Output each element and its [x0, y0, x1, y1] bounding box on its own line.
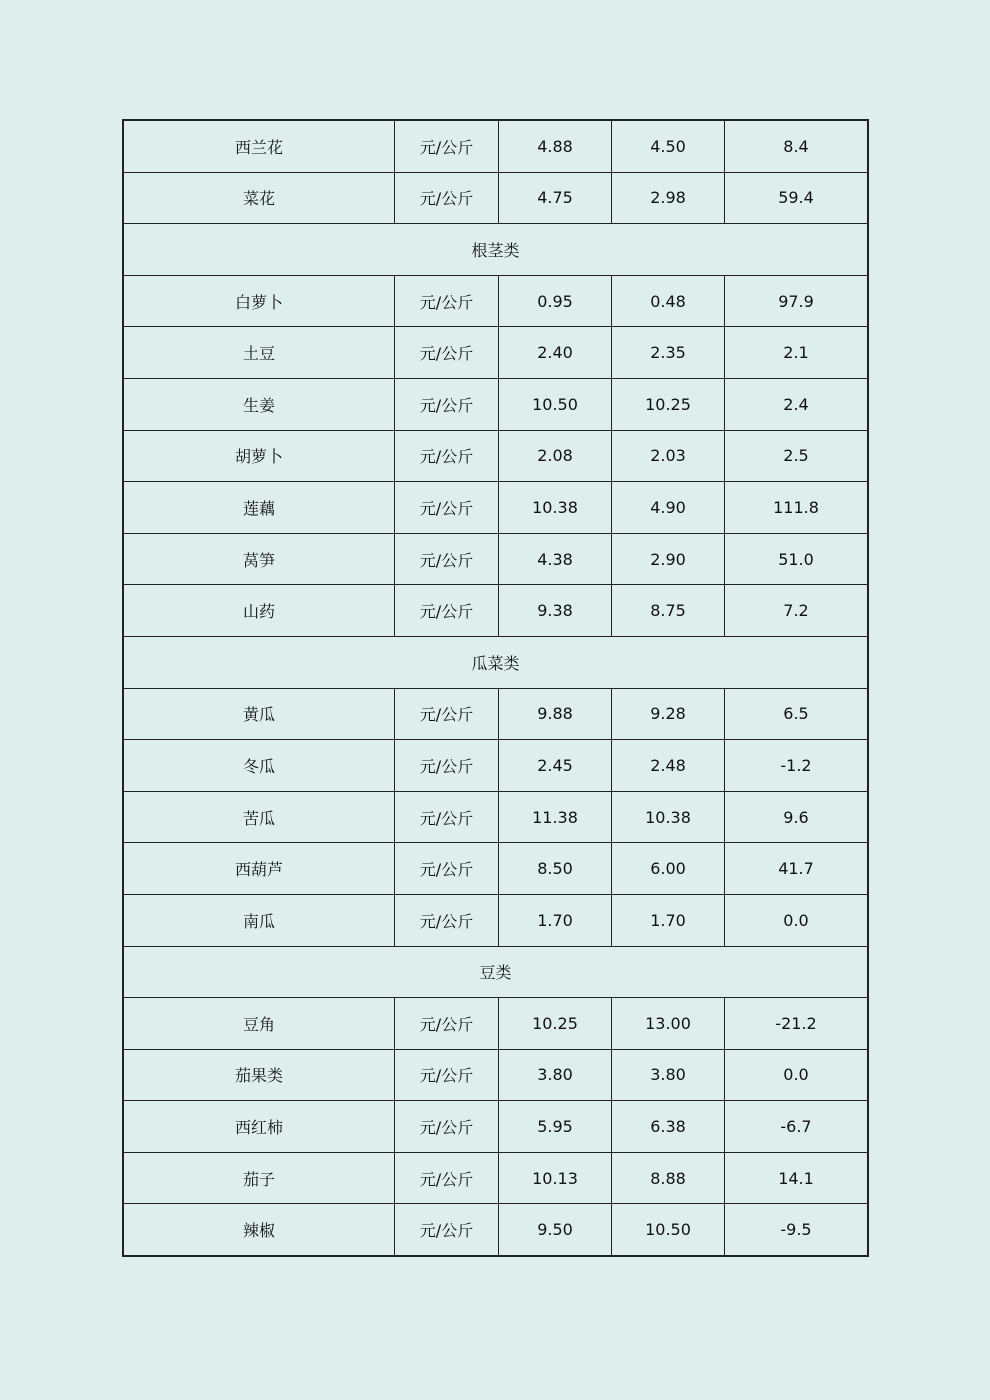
table-row — [124, 275, 868, 327]
previous-price-cell: 4.90 — [612, 482, 725, 534]
unit-cell: 元/公斤 — [395, 740, 499, 792]
current-price-cell: 4.75 — [499, 172, 612, 224]
current-price-cell: 1.70 — [499, 894, 612, 946]
table-body — [124, 121, 868, 1256]
current-price-cell: 9.88 — [499, 688, 612, 740]
change-percent-cell: 111.8 — [725, 482, 868, 534]
unit-cell: 元/公斤 — [395, 843, 499, 895]
unit-cell: 元/公斤 — [395, 585, 499, 637]
current-price-cell: 9.38 — [499, 585, 612, 637]
table-row — [124, 378, 868, 430]
current-price-cell: 5.95 — [499, 1101, 612, 1153]
change-percent-cell: 97.9 — [725, 275, 868, 327]
item-name-cell: 生姜 — [124, 378, 395, 430]
change-percent-cell: 2.1 — [725, 327, 868, 379]
table-row — [124, 740, 868, 792]
table-row — [124, 1204, 868, 1256]
unit-cell: 元/公斤 — [395, 430, 499, 482]
current-price-cell: 10.50 — [499, 378, 612, 430]
current-price-cell: 3.80 — [499, 1049, 612, 1101]
item-name-cell: 黄瓜 — [124, 688, 395, 740]
previous-price-cell: 6.38 — [612, 1101, 725, 1153]
previous-price-cell: 2.48 — [612, 740, 725, 792]
table-row — [124, 791, 868, 843]
table-row — [124, 430, 868, 482]
change-percent-cell: 7.2 — [725, 585, 868, 637]
previous-price-cell: 10.50 — [612, 1204, 725, 1256]
unit-cell: 元/公斤 — [395, 121, 499, 173]
change-percent-cell: 51.0 — [725, 533, 868, 585]
previous-price-cell: 2.98 — [612, 172, 725, 224]
item-name-cell: 辣椒 — [124, 1204, 395, 1256]
unit-cell: 元/公斤 — [395, 482, 499, 534]
unit-cell: 元/公斤 — [395, 1049, 499, 1101]
previous-price-cell: 4.50 — [612, 121, 725, 173]
unit-cell: 元/公斤 — [395, 894, 499, 946]
item-name-cell: 莴笋 — [124, 533, 395, 585]
previous-price-cell: 2.90 — [612, 533, 725, 585]
change-percent-cell: -6.7 — [725, 1101, 868, 1153]
change-percent-cell: -21.2 — [725, 998, 868, 1050]
previous-price-cell: 0.48 — [612, 275, 725, 327]
category-label: 根茎类 — [124, 224, 868, 276]
previous-price-cell: 2.35 — [612, 327, 725, 379]
unit-cell: 元/公斤 — [395, 1152, 499, 1204]
table-row — [124, 894, 868, 946]
change-percent-cell: 2.4 — [725, 378, 868, 430]
table-row — [124, 843, 868, 895]
current-price-cell: 4.88 — [499, 121, 612, 173]
current-price-cell: 2.40 — [499, 327, 612, 379]
previous-price-cell: 10.25 — [612, 378, 725, 430]
table-row — [124, 533, 868, 585]
current-price-cell: 9.50 — [499, 1204, 612, 1256]
category-row — [124, 636, 868, 688]
change-percent-cell: 0.0 — [725, 1049, 868, 1101]
previous-price-cell: 6.00 — [612, 843, 725, 895]
previous-price-cell: 10.38 — [612, 791, 725, 843]
item-name-cell: 苦瓜 — [124, 791, 395, 843]
change-percent-cell: 2.5 — [725, 430, 868, 482]
item-name-cell: 西兰花 — [124, 121, 395, 173]
table-row — [124, 121, 868, 173]
current-price-cell: 4.38 — [499, 533, 612, 585]
previous-price-cell: 8.75 — [612, 585, 725, 637]
table-row — [124, 585, 868, 637]
item-name-cell: 茄果类 — [124, 1049, 395, 1101]
current-price-cell: 11.38 — [499, 791, 612, 843]
unit-cell: 元/公斤 — [395, 688, 499, 740]
item-name-cell: 莲藕 — [124, 482, 395, 534]
unit-cell: 元/公斤 — [395, 327, 499, 379]
table-row — [124, 1101, 868, 1153]
item-name-cell: 西葫芦 — [124, 843, 395, 895]
previous-price-cell: 3.80 — [612, 1049, 725, 1101]
current-price-cell: 2.08 — [499, 430, 612, 482]
previous-price-cell: 2.03 — [612, 430, 725, 482]
table-row — [124, 998, 868, 1050]
item-name-cell: 白萝卜 — [124, 275, 395, 327]
item-name-cell: 豆角 — [124, 998, 395, 1050]
table-row — [124, 688, 868, 740]
vegetable-price-table — [123, 120, 868, 1256]
change-percent-cell: 9.6 — [725, 791, 868, 843]
unit-cell: 元/公斤 — [395, 1204, 499, 1256]
item-name-cell: 西红柿 — [124, 1101, 395, 1153]
item-name-cell: 南瓜 — [124, 894, 395, 946]
item-name-cell: 茄子 — [124, 1152, 395, 1204]
current-price-cell: 10.38 — [499, 482, 612, 534]
current-price-cell: 8.50 — [499, 843, 612, 895]
table-row — [124, 327, 868, 379]
change-percent-cell: 8.4 — [725, 121, 868, 173]
item-name-cell: 山药 — [124, 585, 395, 637]
item-name-cell: 菜花 — [124, 172, 395, 224]
table-row — [124, 1152, 868, 1204]
previous-price-cell: 13.00 — [612, 998, 725, 1050]
previous-price-cell: 8.88 — [612, 1152, 725, 1204]
previous-price-cell: 1.70 — [612, 894, 725, 946]
category-row — [124, 946, 868, 998]
unit-cell: 元/公斤 — [395, 533, 499, 585]
unit-cell: 元/公斤 — [395, 791, 499, 843]
change-percent-cell: 59.4 — [725, 172, 868, 224]
change-percent-cell: 14.1 — [725, 1152, 868, 1204]
change-percent-cell: -9.5 — [725, 1204, 868, 1256]
category-label: 瓜菜类 — [124, 636, 868, 688]
previous-price-cell: 9.28 — [612, 688, 725, 740]
unit-cell: 元/公斤 — [395, 172, 499, 224]
current-price-cell: 0.95 — [499, 275, 612, 327]
table-row — [124, 1049, 868, 1101]
current-price-cell: 10.13 — [499, 1152, 612, 1204]
current-price-cell: 10.25 — [499, 998, 612, 1050]
category-label: 豆类 — [124, 946, 868, 998]
current-price-cell: 2.45 — [499, 740, 612, 792]
unit-cell: 元/公斤 — [395, 275, 499, 327]
item-name-cell: 土豆 — [124, 327, 395, 379]
item-name-cell: 胡萝卜 — [124, 430, 395, 482]
table-row — [124, 482, 868, 534]
unit-cell: 元/公斤 — [395, 378, 499, 430]
change-percent-cell: 6.5 — [725, 688, 868, 740]
change-percent-cell: 0.0 — [725, 894, 868, 946]
unit-cell: 元/公斤 — [395, 998, 499, 1050]
change-percent-cell: 41.7 — [725, 843, 868, 895]
category-row — [124, 224, 868, 276]
table-row — [124, 172, 868, 224]
unit-cell: 元/公斤 — [395, 1101, 499, 1153]
change-percent-cell: -1.2 — [725, 740, 868, 792]
item-name-cell: 冬瓜 — [124, 740, 395, 792]
